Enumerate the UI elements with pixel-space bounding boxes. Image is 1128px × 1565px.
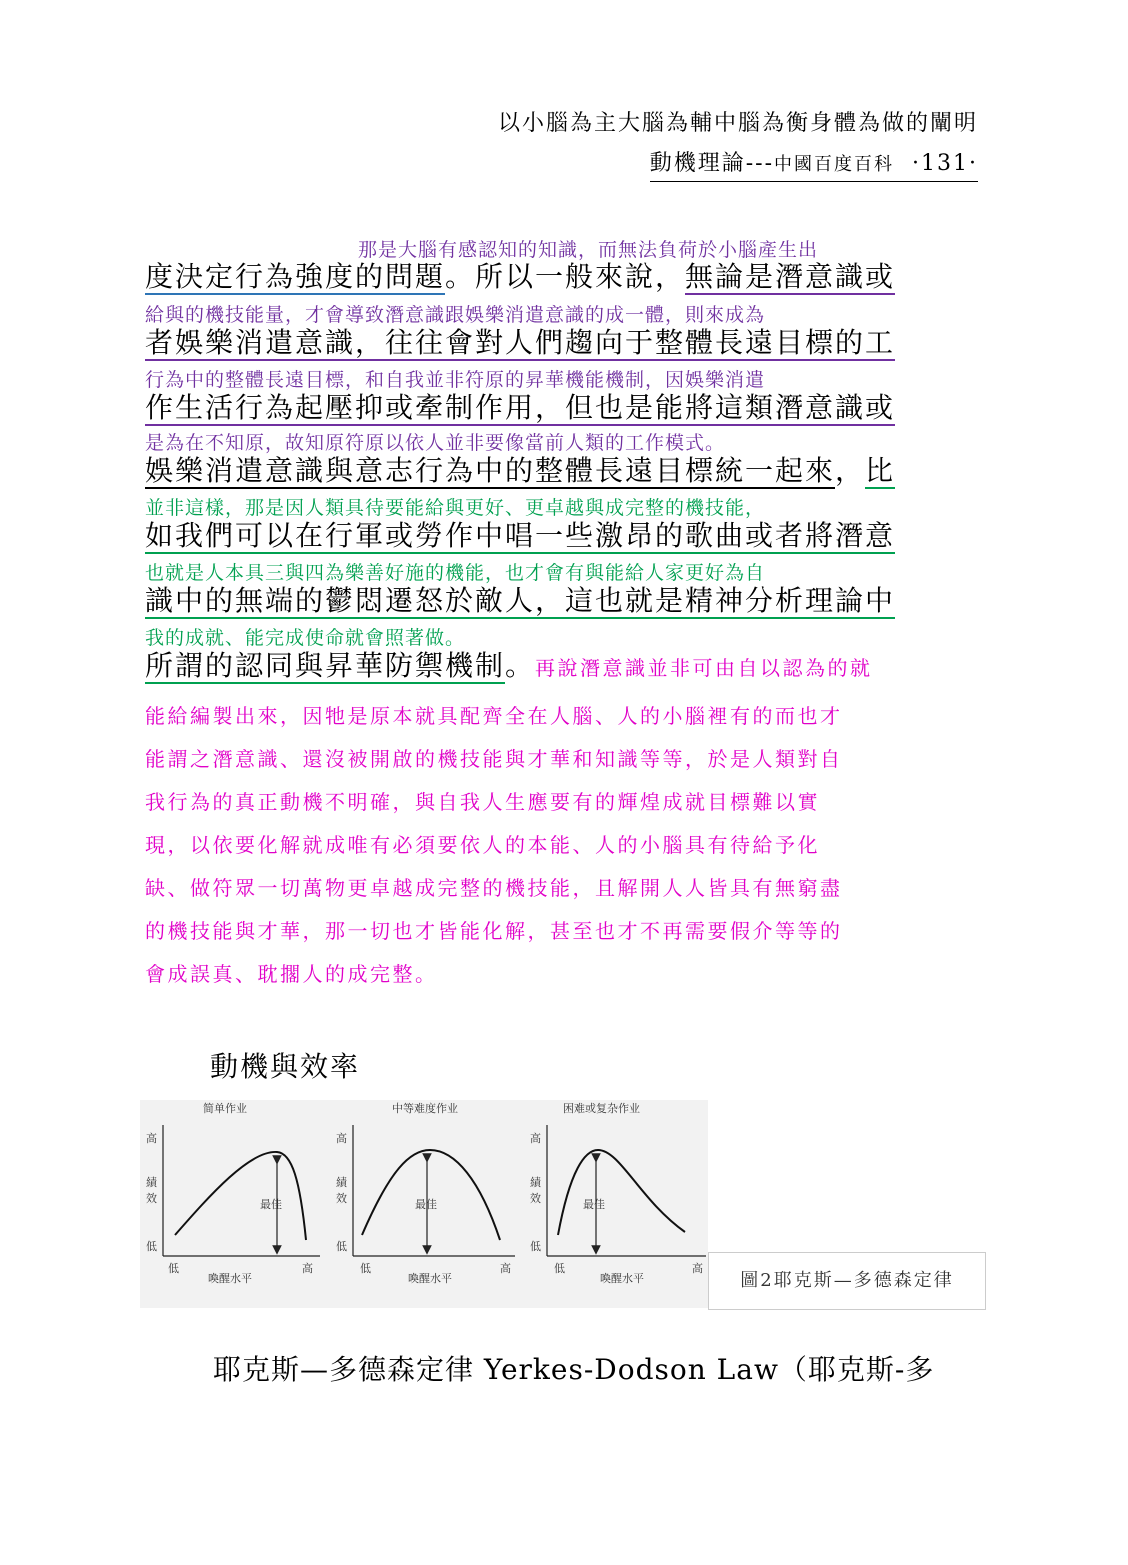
y-label-2: 效 xyxy=(336,1192,347,1205)
paragraph-line: 現，以依要化解就成唯有必須要依人的本能、人的小腦具有待給予化 xyxy=(145,833,820,857)
page-number: ·131· xyxy=(912,151,978,176)
line7-part-a: 所謂的認同與昇華防禦機制 xyxy=(145,649,506,682)
body-line-2 xyxy=(145,326,895,360)
y-low-label: 低 xyxy=(146,1240,157,1253)
x-low-label: 低 xyxy=(360,1262,371,1275)
paragraph-line: 能給編製出來，因牠是原本就具配齊全在人腦、人的小腦裡有的而也才 xyxy=(145,704,843,728)
line2-text: 者娛樂消遣意識，往往會對人們趨向于整體長遠目標的工 xyxy=(145,326,896,359)
line4-part-b: ， xyxy=(835,454,866,487)
header-title: 以小腦為主大腦為輔中腦為衡身體為做的闡明 xyxy=(497,111,978,136)
line1-part-b: 。所以一般來說， xyxy=(445,260,686,293)
y-label-1: 績 xyxy=(146,1176,157,1189)
panel-simple xyxy=(146,1101,320,1285)
line5-text: 如我們可以在行軍或勞作中唱一些激昂的歌曲或者將潛意 xyxy=(145,519,896,552)
yerkes-dodson-figure xyxy=(140,1100,708,1308)
line1-part-a: 度決定行為強度的問題 xyxy=(145,260,446,293)
optimum-label: 最佳 xyxy=(583,1198,605,1211)
optimum-label: 最佳 xyxy=(260,1198,282,1211)
y-label-2: 效 xyxy=(530,1192,541,1205)
x-low-label: 低 xyxy=(554,1262,565,1275)
body-line-1 xyxy=(145,260,895,294)
body-line-5 xyxy=(145,519,895,553)
line4-part-a: 娛樂消遣意識與意志行為中的整體長遠目標統一起來 xyxy=(145,454,836,487)
x-high-label: 高 xyxy=(692,1262,703,1275)
line4-part-c: 比 xyxy=(865,454,896,487)
annotation-6: 也就是人本具三與四為樂善好施的機能，也才會有與能給人家更好為自 xyxy=(145,562,766,584)
line6-text: 識中的無端的鬱悶遷怒於敵人，這也就是精神分析理論中 xyxy=(145,584,896,617)
y-label-1: 績 xyxy=(336,1176,347,1189)
y-low-label: 低 xyxy=(336,1240,347,1253)
magenta-paragraph xyxy=(145,704,843,1005)
x-axis-label: 喚醒水平 xyxy=(208,1272,252,1285)
y-label-2: 效 xyxy=(146,1192,157,1205)
x-high-label: 高 xyxy=(302,1262,313,1275)
line7-part-b: 。 xyxy=(505,649,536,682)
subtitle-left: 動機理論--- xyxy=(649,151,775,176)
body-line-6 xyxy=(145,584,895,618)
x-axis-label: 喚醒水平 xyxy=(600,1272,644,1285)
paragraph-line: 會成誤真、耽擱人的成完整。 xyxy=(145,962,438,986)
line1-part-c: 無論是潛意識或 xyxy=(685,260,896,293)
footer-line: 耶克斯—多德森定律 Yerkes-Dodson Law（耶克斯-多 xyxy=(213,1353,935,1386)
panel-title: 困难或复杂作业 xyxy=(563,1102,640,1115)
optimum-label: 最佳 xyxy=(415,1198,437,1211)
panel-medium xyxy=(336,1101,515,1285)
y-low-label: 低 xyxy=(530,1240,541,1253)
annotation-3: 行為中的整體長遠目標，和自我並非符原的昇華機能機制，因娛樂消遣 xyxy=(145,369,766,391)
subtitle-right: 中國百度百科 xyxy=(774,154,895,175)
line3-text: 作生活行為起壓抑或牽制作用，但也是能將這類潛意識或 xyxy=(145,391,896,424)
figure-caption: 圖2耶克斯—多德森定律 xyxy=(708,1252,986,1310)
panel-hard xyxy=(530,1101,706,1285)
paragraph-line: 缺、做符眾一切萬物更卓越成完整的機技能，且解開人人皆具有無窮盡 xyxy=(145,876,843,900)
annotation-2: 給與的機技能量，才會導致潛意識跟娛樂消遣意識的成一體，則來成為 xyxy=(145,304,766,326)
x-axis-label: 喚醒水平 xyxy=(408,1272,452,1285)
annotation-7: 我的成就、能完成使命就會照著做。 xyxy=(145,627,466,649)
figure-svg xyxy=(140,1100,708,1308)
annotation-1: 那是大腦有感認知的知識，而無法負荷於小腦產生出 xyxy=(358,239,819,261)
x-low-label: 低 xyxy=(168,1262,179,1275)
body-line-4 xyxy=(145,454,895,488)
body-line-3 xyxy=(145,391,895,425)
y-high-label: 高 xyxy=(530,1132,541,1145)
figure-heading: 動機與效率 xyxy=(210,1050,361,1083)
header-subtitle xyxy=(650,146,978,182)
line7-part-c: 再說潛意識並非可由自以認為的就 xyxy=(535,656,873,680)
panel-title: 简单作业 xyxy=(203,1102,247,1115)
y-high-label: 高 xyxy=(146,1132,157,1145)
annotation-5: 並非這樣，那是因人類具待要能給與更好、更卓越與成完整的機技能， xyxy=(145,497,766,519)
y-high-label: 高 xyxy=(336,1132,347,1145)
y-label-1: 績 xyxy=(530,1176,541,1189)
paragraph-line: 的機技能與才華，那一切也才皆能化解，甚至也才不再需要假介等等的 xyxy=(145,919,843,943)
x-high-label: 高 xyxy=(500,1262,511,1275)
panel-title: 中等难度作业 xyxy=(392,1102,458,1115)
paragraph-line: 能謂之潛意識、還沒被開啟的機技能與才華和知識等等，於是人類對自 xyxy=(145,747,843,771)
paragraph-line: 我行為的真正動機不明確，與自我人生應要有的輝煌成就目標難以實 xyxy=(145,790,820,814)
body-line-7 xyxy=(145,649,873,683)
annotation-4: 是為在不知原，故知原符原以依人並非要像當前人類的工作模式。 xyxy=(145,432,726,454)
